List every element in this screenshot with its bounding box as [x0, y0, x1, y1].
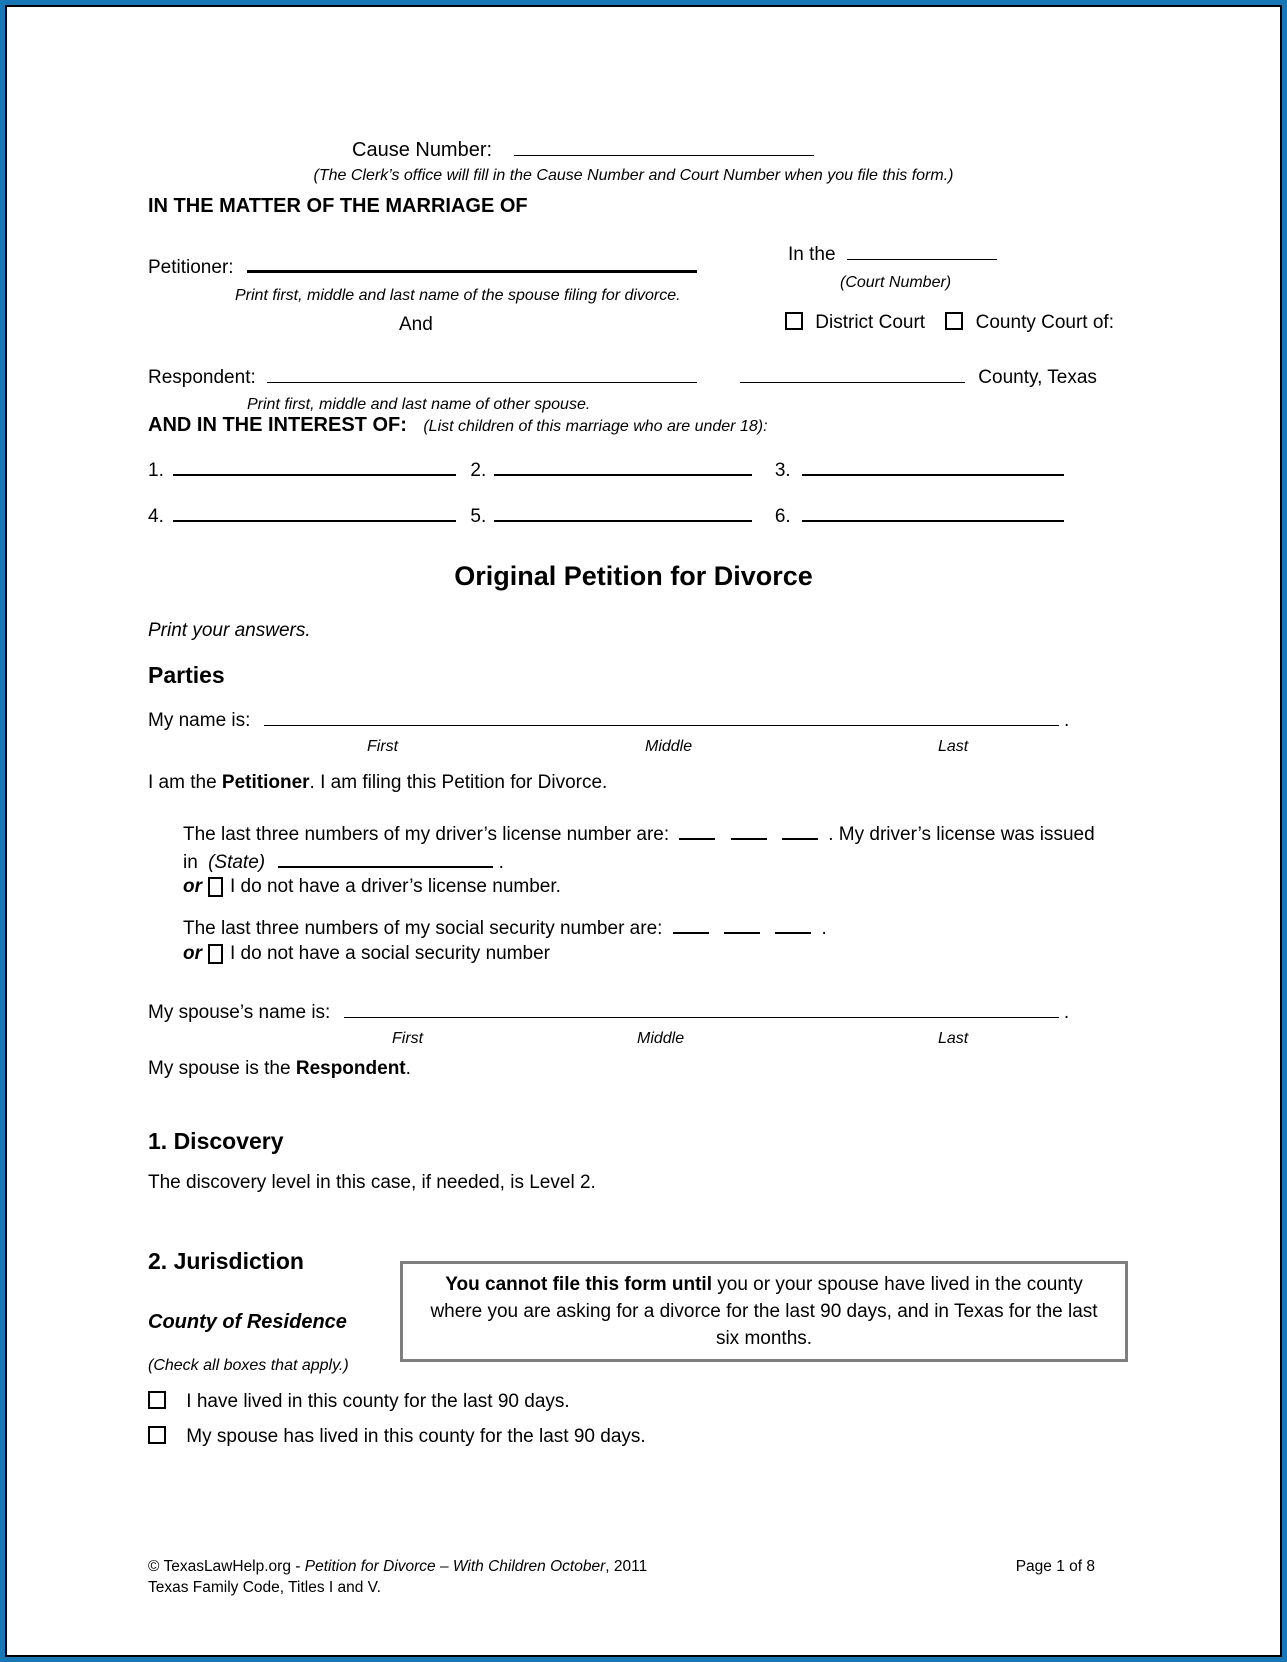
no-ssn-checkbox[interactable]	[208, 944, 223, 964]
child-3-field[interactable]	[802, 457, 1064, 476]
instructions: Print your answers.	[148, 620, 311, 641]
ssn-digit-1-field[interactable]	[673, 915, 709, 934]
children-row-1	[148, 457, 1064, 483]
county-texas-label: County, Texas	[978, 367, 1097, 388]
state-field[interactable]	[278, 849, 493, 868]
respondent-row	[148, 364, 697, 390]
page-inner-border	[5, 5, 1282, 1657]
my-name-row	[148, 707, 1069, 733]
footer-doc-title: Petition for Divorce – With Children October	[304, 1558, 606, 1575]
respondent-hint: Print first, middle and last name of other spouse.	[247, 396, 591, 413]
dl-sentence-suffix: . My driver’s license was issued	[828, 824, 1095, 845]
child-4-number: 4.	[148, 506, 164, 527]
dl-digit-1-field[interactable]	[679, 821, 715, 840]
check-all-hint: (Check all boxes that apply.)	[148, 1357, 349, 1374]
period: .	[1063, 1002, 1070, 1023]
cause-number-label: Cause Number:	[352, 139, 493, 161]
footer-copyright: © TexasLawHelp.org - Petition for Divorce – With Children October, 2011 Texas Family Code, Titles I and V.	[148, 1558, 648, 1596]
interest-row	[148, 413, 768, 438]
period: .	[821, 918, 827, 939]
petitioner-name-field[interactable]	[247, 254, 697, 273]
child-6-field[interactable]	[802, 503, 1064, 522]
residence-option-2	[148, 1425, 646, 1449]
spouse-lived-county-label: My spouse has lived in this county for the last 90 days.	[186, 1426, 646, 1447]
page-title: Original Petition for Divorce	[454, 561, 813, 591]
ssn-digit-2-field[interactable]	[724, 915, 760, 934]
district-court-checkbox[interactable]	[785, 312, 803, 330]
court-type-row	[785, 311, 1114, 335]
child-2-field[interactable]	[494, 457, 752, 476]
or-label: or	[183, 876, 202, 897]
ssn-sentence-prefix: The last three numbers of my social security number are:	[183, 918, 663, 939]
county-field[interactable]	[740, 364, 965, 383]
footer-code-line: Texas Family Code, Titles I and V.	[148, 1579, 381, 1596]
state-hint: (State)	[208, 852, 266, 873]
warning-bold: You cannot file this form until	[445, 1274, 712, 1295]
warning-rest: you or your spouse have lived in the county where you are asking for a divorce for the last 90 days, and in Texas for the last six months.	[430, 1274, 1098, 1349]
ssn-digit-3-field[interactable]	[775, 915, 811, 934]
spouse-lived-county-checkbox[interactable]	[148, 1426, 166, 1444]
child-2-number: 2.	[470, 460, 487, 481]
my-name-field-hints	[148, 737, 1068, 757]
filing-warning-box	[400, 1261, 1128, 1362]
period: .	[498, 852, 504, 873]
jurisdiction-heading: 2. Jurisdiction	[148, 1248, 304, 1274]
spouse-name-label: My spouse’s name is:	[148, 1002, 331, 1023]
ssn-block	[183, 915, 1118, 966]
in-the-row	[788, 241, 997, 267]
district-court-label: District Court	[815, 312, 926, 333]
spouse-name-field-hints	[148, 1029, 1068, 1049]
county-residence-heading: County of Residence	[148, 1311, 347, 1333]
no-drivers-license-checkbox[interactable]	[208, 877, 223, 897]
first-hint: First	[367, 738, 399, 755]
spouse-name-field[interactable]	[344, 999, 1059, 1018]
court-number-field[interactable]	[847, 241, 997, 260]
child-1-number: 1.	[148, 460, 164, 481]
children-row-2	[148, 503, 1064, 529]
drivers-license-block	[183, 821, 1118, 899]
petitioner-bold: Petitioner	[221, 772, 310, 793]
my-name-label: My name is:	[148, 710, 251, 731]
clerk-note: (The Clerk’s office will fill in the Cause Number and Court Number when you file this form.)	[313, 167, 954, 184]
middle-hint: Middle	[645, 738, 693, 755]
and-label: And	[399, 314, 433, 335]
discovery-heading: 1. Discovery	[148, 1128, 284, 1154]
respondent-bold: Respondent	[295, 1058, 406, 1079]
cause-number-row	[352, 136, 814, 163]
child-6-number: 6.	[774, 506, 791, 527]
dl-digit-3-field[interactable]	[782, 821, 818, 840]
lived-county-checkbox[interactable]	[148, 1391, 166, 1409]
interest-hint: (List children of this marriage who are under 18):	[423, 418, 768, 435]
respondent-name-field[interactable]	[267, 364, 697, 383]
petitioner-row	[148, 254, 697, 280]
petitioner-sentence: I am the Petitioner. I am filing this Petition for Divorce.	[148, 772, 608, 793]
county-court-checkbox[interactable]	[945, 312, 963, 330]
child-1-field[interactable]	[173, 457, 456, 476]
residence-option-1	[148, 1390, 570, 1414]
first-hint: First	[392, 1030, 424, 1047]
last-hint: Last	[938, 1030, 969, 1047]
page-number: Page 1 of 8	[1015, 1558, 1095, 1575]
court-number-hint: (Court Number)	[840, 274, 952, 291]
interest-heading: AND IN THE INTEREST OF:	[148, 414, 407, 436]
no-ssn-label: I do not have a social security number	[230, 943, 551, 964]
in-the-label: In the	[788, 244, 836, 265]
middle-hint: Middle	[637, 1030, 685, 1047]
matter-heading: IN THE MATTER OF THE MARRIAGE OF	[148, 195, 528, 217]
dl-sentence-prefix: The last three numbers of my driver’s license number are:	[183, 824, 670, 845]
child-5-field[interactable]	[494, 503, 752, 522]
cause-number-field[interactable]	[514, 136, 814, 156]
or-label: or	[183, 943, 202, 964]
child-5-number: 5.	[470, 506, 487, 527]
no-drivers-license-label: I do not have a driver’s license number.	[230, 876, 561, 897]
dl-digit-2-field[interactable]	[731, 821, 767, 840]
county-court-label: County Court of:	[975, 312, 1114, 333]
my-name-field[interactable]	[264, 707, 1059, 726]
petitioner-label: Petitioner:	[148, 257, 234, 278]
spouse-respondent-sentence: My spouse is the Respondent.	[148, 1058, 411, 1079]
page-footer	[148, 1556, 1095, 1598]
parties-heading: Parties	[148, 662, 225, 688]
petitioner-hint: Print first, middle and last name of the spouse filing for divorce.	[235, 287, 681, 304]
child-3-number: 3.	[774, 460, 791, 481]
period: .	[1063, 710, 1070, 731]
child-4-field[interactable]	[173, 503, 456, 522]
spouse-name-row	[148, 999, 1069, 1025]
respondent-label: Respondent:	[148, 367, 256, 388]
dl-in-label: in	[183, 852, 198, 873]
county-row	[740, 364, 1097, 390]
lived-county-label: I have lived in this county for the last 90 days.	[186, 1391, 570, 1412]
discovery-body: The discovery level in this case, if needed, is Level 2.	[148, 1172, 596, 1193]
last-hint: Last	[938, 738, 969, 755]
